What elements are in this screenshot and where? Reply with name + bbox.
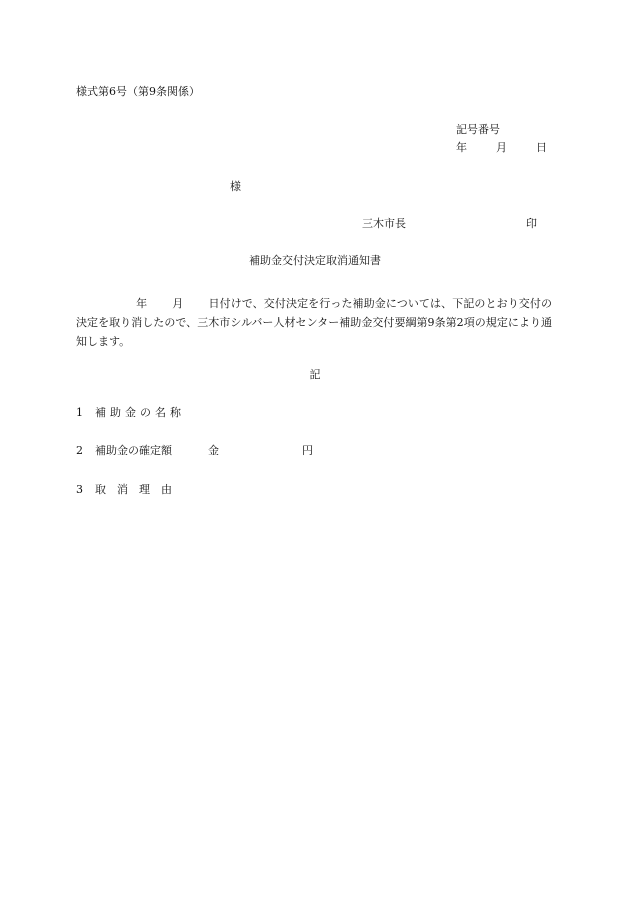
ki-heading: 記 — [309, 368, 321, 381]
item-number: 3 — [76, 483, 83, 496]
issue-date — [456, 142, 547, 153]
seal-mark: 印 — [526, 217, 537, 230]
body-text: 日付けで、交付決定を行った補助金については、下記のとおり交付の決定を取り消したので、三木市シルバー人材センター補助金交付要綱第9条第2項の規定により通知します。 — [76, 297, 553, 348]
amount-unit: 円 — [302, 444, 313, 457]
notice-body — [76, 294, 552, 351]
item-label: 補助金の名称 — [95, 406, 185, 419]
item-number: 2 — [76, 444, 83, 457]
body-year: 年 — [136, 297, 148, 310]
recipient-honorific: 様 — [230, 180, 241, 193]
date-day: 日 — [536, 141, 547, 154]
item-cancellation-reason — [76, 484, 183, 495]
item-label: 取消理由 — [95, 483, 183, 496]
date-year: 年 — [456, 141, 467, 154]
date-month: 月 — [496, 141, 507, 154]
body-month: 月 — [172, 297, 184, 310]
item-subsidy-name — [76, 407, 185, 418]
item-number: 1 — [76, 406, 83, 419]
issuer-name: 三木市長 — [362, 217, 406, 230]
record-number-label: 記号番号 — [456, 123, 500, 136]
item-label: 補助金の確定額 — [95, 444, 172, 457]
item-confirmed-amount — [76, 445, 313, 456]
form-number: 様式第6号（第9条関係） — [76, 85, 200, 98]
document-title: 補助金交付決定取消通知書 — [249, 254, 381, 267]
amount-prefix: 金 — [208, 444, 219, 457]
